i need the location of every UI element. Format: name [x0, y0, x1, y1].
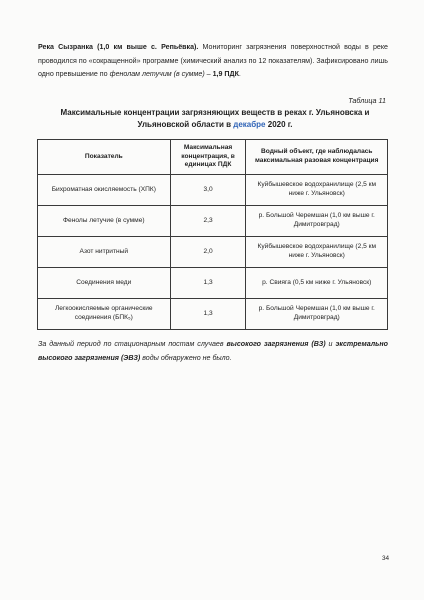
- river-heading: Река Сызранка (1,0 км выше с. Репьёвка).: [38, 43, 199, 51]
- concentration-table: [37, 139, 388, 330]
- closing-text-3: воды обнаружено не было.: [140, 353, 232, 362]
- phenol-value: 1,9 ПДК: [212, 70, 239, 78]
- closing-text-1: За данный период по стационарным постам случаев: [38, 340, 227, 348]
- table-row: [38, 175, 388, 206]
- indicator-cell: Бихроматная окисляемость (ХПК): [38, 175, 171, 206]
- table-title-part1: Максимальные концентрации загрязняющих веществ в реках г. Ульяновска и Ульяновской области в: [60, 108, 370, 129]
- value-cell: 1,3: [170, 299, 246, 330]
- value-cell: 2,3: [170, 206, 246, 237]
- table-title-part2: 2020 г.: [265, 120, 293, 129]
- paragraph-text: Мониторинг загрязнения поверхностной воды в реке проводился по «сокращенной» программе (химический анализ по 12 показателям). Зафиксировано лишь одно превышение по: [38, 43, 388, 78]
- extreme-pollution-term: экстремально высокого загрязнения (ЭВЗ): [38, 340, 389, 362]
- value-cell: 3,0: [170, 175, 246, 206]
- header-water-body: Водный объект, где наблюдалась максимальная разовая концентрация: [246, 140, 388, 175]
- closing-text-2: и: [325, 340, 336, 348]
- table-title-month: декабре: [233, 120, 266, 129]
- header-max-concentration: Максимальная концентрация, в единицах ПДК: [170, 140, 246, 175]
- sentence-end: .: [238, 70, 241, 78]
- table-number: Таблица 11: [348, 96, 386, 105]
- value-cell: 2,0: [170, 237, 246, 268]
- value-cell: 1,3: [170, 268, 246, 299]
- table-row: [38, 237, 388, 268]
- indicator-cell: Легкоокисляемые органические соединения (БПК₅): [38, 299, 171, 330]
- table-row: [38, 268, 388, 299]
- location-cell: р. Большой Черемшан (1,0 км выше г. Димитровград): [246, 206, 388, 237]
- monitoring-paragraph: [38, 41, 388, 82]
- closing-paragraph: [38, 338, 388, 365]
- page-number: 34: [382, 555, 390, 562]
- table-row: [38, 299, 388, 330]
- location-cell: р. Свияга (0,5 км ниже г. Ульяновск): [246, 268, 388, 299]
- indicator-cell: Соединения меди: [38, 268, 171, 299]
- phenol-term: фенолам летучим (в сумме): [109, 70, 205, 78]
- high-pollution-term: высокого загрязнения (ВЗ): [226, 340, 326, 348]
- header-indicator: Показатель: [38, 140, 171, 175]
- location-cell: Куйбышевское водохранилище (2,5 км ниже г. Ульяновск): [246, 175, 388, 206]
- indicator-cell: Фенолы летучие (в сумме): [38, 206, 171, 237]
- indicator-cell: Азот нитритный: [38, 237, 171, 268]
- dash-text: –: [204, 70, 213, 78]
- table-header-row: [38, 140, 388, 175]
- table-row: [38, 206, 388, 237]
- table-title: [40, 107, 390, 131]
- location-cell: р. Большой Черемшан (1,0 км выше г. Димитровград): [246, 299, 388, 330]
- location-cell: Куйбышевское водохранилище (2,5 км ниже г. Ульяновск): [246, 237, 388, 268]
